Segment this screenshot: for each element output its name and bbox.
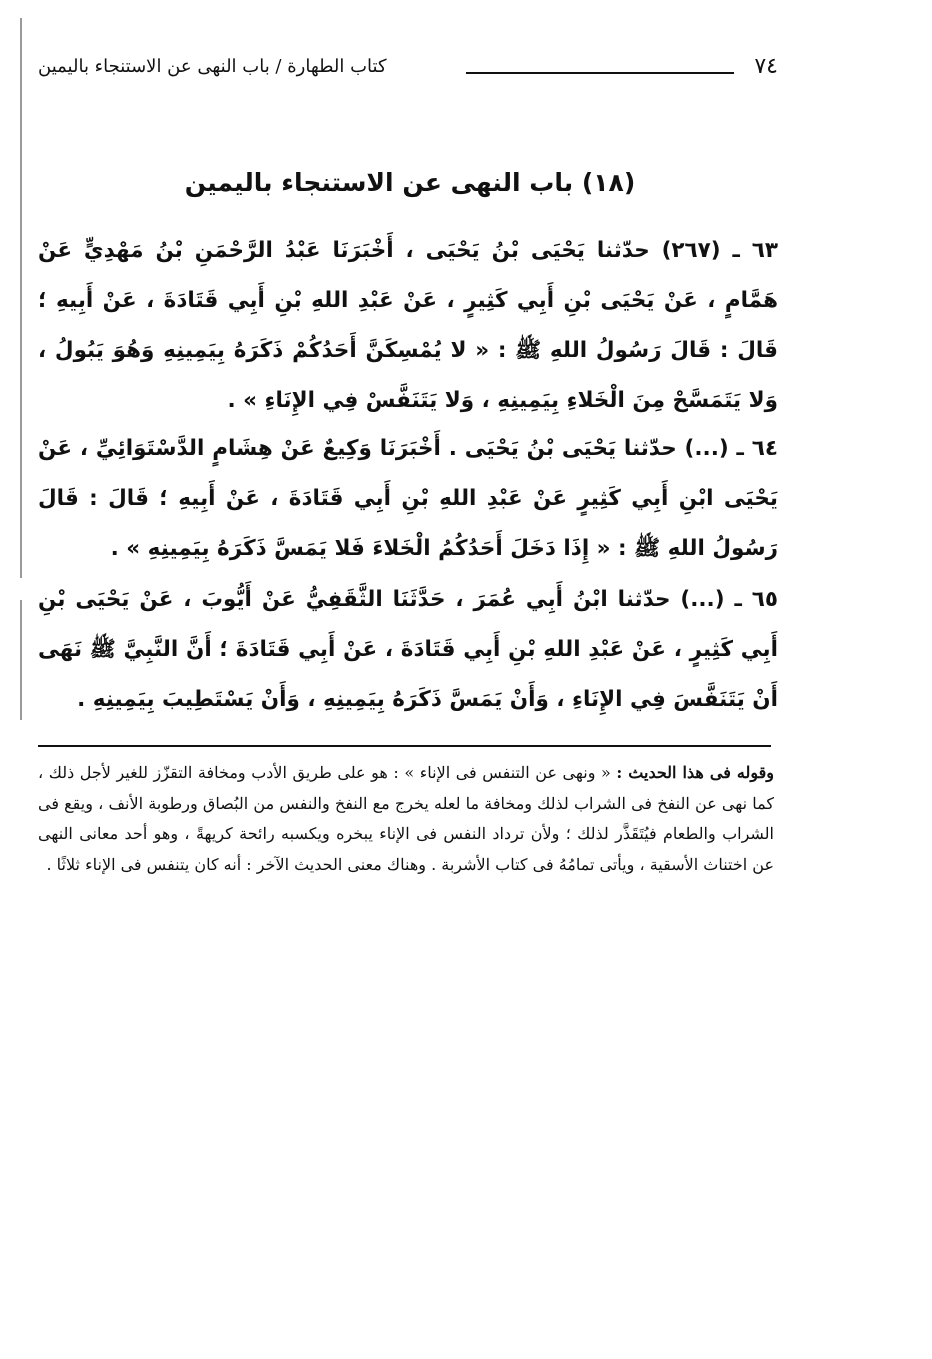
scan-edge-line-upper <box>20 18 22 578</box>
running-head: كتاب الطهارة / باب النهى عن الاستنجاء باليمين <box>38 56 387 77</box>
hadith-65 <box>38 575 778 725</box>
scan-edge-line-lower <box>20 600 22 720</box>
hadith-63 <box>38 226 778 426</box>
hadith-65-text: ٦٥ ـ (...) حدّثنا ابْنُ أَبِي عُمَرَ ، حَدَّثَنَا الثَّقَفِيُّ عَنْ أَيُّوبَ ، عَنْ يَحْيَى بْنِ أَبِي كَثِيرٍ ، عَنْ عَبْدِ اللهِ بْنِ أَبِي قَتَادَةَ ، عَنْ أَبِي قَتَادَةَ ؛ أَنَّ النَّبِيَّ ﷺ نَهَى أَنْ يَتَنَفَّسَ فِي الإِنَاءِ ، وَأَنْ يَمَسَّ ذَكَرَهُ بِيَمِينِهِ ، وَأَنْ يَسْتَطِيبَ بِيَمِينِهِ . <box>38 587 778 712</box>
commentary-text: « ونهى عن التنفس فى الإناء » : هو على طريق الأدب ومخافة التقزّز للغير لأجل ذلك ، كما نهى عن النفخ فى الشراب لذلك ومخافة ما لعله يخرج مع النفخ والنفس من البُصاق ورطوبة الأنف ، ويقع فى الشراب والطعام فيُتَقَذَّر لذلك ؛ ولأن ترداد النفس فى الإناء يبخره ويكسبه رائحة كريهةً ، وهو أحد معانى النهى عن اختناث الأسقية ، ويأتى تمامُهُ فى كتاب الأشربة . وهناك معنى الحديث الآخر : أنه كان يتنفس فى الإناء ثلاثًا . <box>38 763 774 874</box>
hadith-64 <box>38 424 778 574</box>
commentary-lead: وقوله فى هذا الحديث : <box>616 763 774 782</box>
footnote-rule <box>38 745 771 747</box>
hadith-63-text: ٦٣ ـ (٢٦٧) حدّثنا يَحْيَى بْنُ يَحْيَى ، أَخْبَرَنَا عَبْدُ الرَّحْمَنِ بْنُ مَهْدِيٍّ عَنْ هَمَّامٍ ، عَنْ يَحْيَى بْنِ أَبِي كَثِيرٍ ، عَنْ عَبْدِ اللهِ بْنِ أَبِي قَتَادَةَ ، عَنْ أَبِيهِ ؛ قَالَ : قَالَ رَسُولُ اللهِ ﷺ : « لا يُمْسِكَنَّ أَحَدُكُمْ ذَكَرَهُ بِيَمِينِهِ وَهُوَ يَبُولُ ، وَلا يَتَمَسَّحْ مِنَ الْخَلاءِ بِيَمِينِهِ ، وَلا يَتَنَفَّسْ فِي الإِنَاءِ » . <box>38 238 778 413</box>
commentary-footnote <box>38 758 774 880</box>
hadith-64-text: ٦٤ ـ (...) حدّثنا يَحْيَى بْنُ يَحْيَى . أَخْبَرَنَا وَكِيعٌ عَنْ هِشَامٍ الدَّسْتَوَائِيِّ ، عَنْ يَحْيَى ابْنِ أَبِي كَثِيرٍ عَنْ عَبْدِ اللهِ بْنِ أَبِي قَتَادَةَ ، عَنْ أَبِيهِ ؛ قَالَ : قَالَ رَسُولُ اللهِ ﷺ : « إِذَا دَخَلَ أَحَدُكُمُ الْخَلاءَ فَلا يَمَسَّ ذَكَرَهُ بِيَمِينِهِ » . <box>38 436 778 561</box>
page-number: ٧٤ <box>754 54 778 79</box>
chapter-title: (١٨) باب النهى عن الاستنجاء باليمين <box>184 168 636 197</box>
header-rule <box>466 72 734 74</box>
page-header <box>38 52 778 86</box>
